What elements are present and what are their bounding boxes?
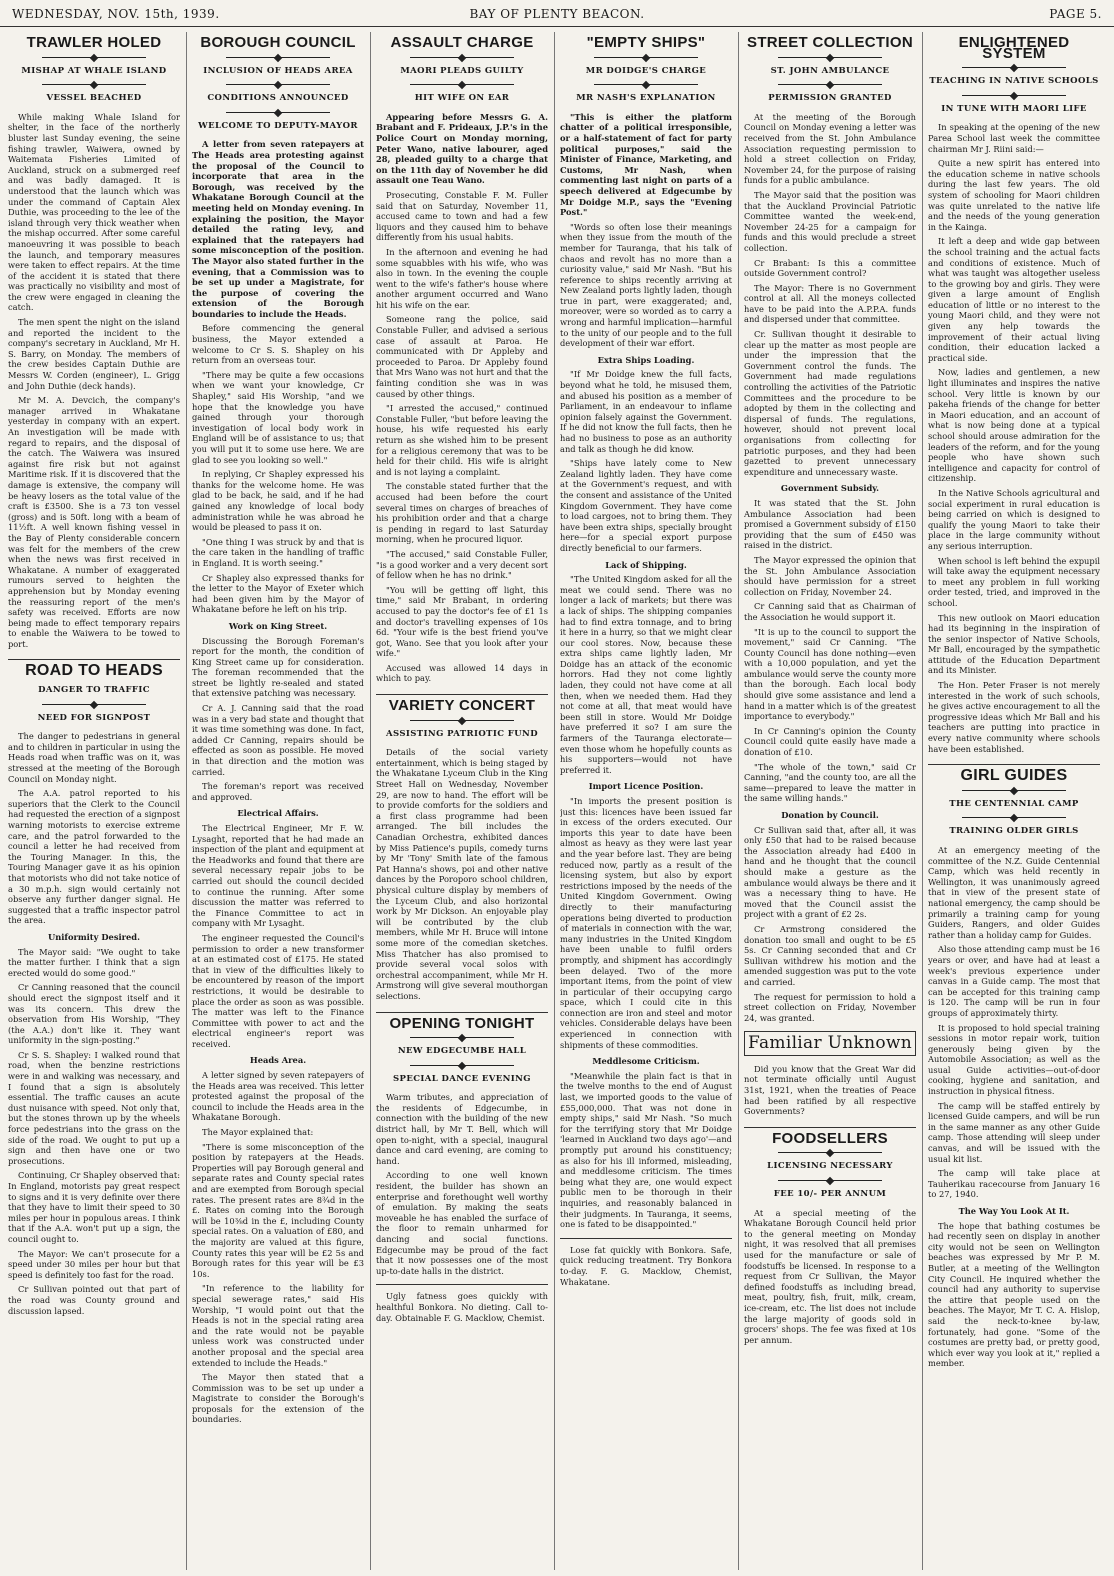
headline-trawler-holed: TRAWLER HOLED <box>26 34 162 51</box>
column-4 <box>560 32 732 1570</box>
headline-foodsellers: FOODSELLERS <box>772 1129 888 1147</box>
headline-street-collection: STREET COLLECTION <box>747 34 913 51</box>
paragraph: In the Native Schools agricultural and social experiment in rural education is being carried on which is designed to qualify the young Maori to take their place in the large community without any serious interruption. <box>928 487 1100 551</box>
paragraph: Cr S. S. Shapley: I walked round that road, when the benzine restrictions were in and walking was necessary, and I found that a sign is absolutely essential. The traffic causes an acute dust nuisance with speed. Not only that, but the stones thrown up by the wheels force pedestrians into the grass on the side of the road. We ought to put up a sign and then have one or two prosecutions. <box>8 1049 180 1166</box>
headline-familiar-unknown: Familiar Unknown <box>748 1033 912 1054</box>
paragraph: The danger to pedestrians in general and to children in particular in using the Heads road when traffic was on it, was stressed at the meeting of the Borough Council on Monday night. <box>8 731 180 784</box>
paragraph: Before commencing the general business, the Mayor extended a welcome to Cr S. S. Shapley on his return from an overseas tour. <box>192 323 364 366</box>
divider <box>410 1065 513 1066</box>
divider <box>928 764 1100 765</box>
familiar-unknown-box <box>744 1031 916 1056</box>
paragraph: "In reference to the liability for special sewerage rates," said His Worship, "I would point out that the Heads is not in the special rating area and the rate would not be payable unless work was constructed under another proposal and the special area extended to include the Heads." <box>192 1283 364 1368</box>
divider <box>42 57 145 58</box>
paragraph: In the afternoon and evening he had some squabbles with his wife, who was also in town. In the evening the couple went to the wife's father's house where another argument occurred and Wano hit his wife on the ear. <box>376 246 548 310</box>
subhead: NEW EDGECUMBE HALL <box>397 1046 527 1057</box>
paragraph: Continuing, Cr Shapley observed that: In England, motorists pay great respect to signs and it is very definite over there that they have to limit their speed to 30 miles per hour in populous areas. I think that if the A.A. won't put up a sign, the council ought to. <box>8 1170 180 1244</box>
divider <box>962 95 1065 96</box>
section-heading: Work on King Street. <box>228 620 328 631</box>
headline-variety-concert: VARIETY CONCERT <box>388 697 536 715</box>
divider <box>410 84 513 85</box>
headline-road-to-heads: ROAD TO HEADS <box>25 662 163 680</box>
section-heading: The Way You Look At It. <box>958 1206 1070 1216</box>
paragraph: Cr Sullivan pointed out that part of the road was County ground and discussion lapsed. <box>8 1284 180 1316</box>
paragraph: "It is up to the council to support the movement," said Cr Canning. "The County Council has done nothing—even with a 10,000 population, and yet the ambulance would serve the county more than the borough. Each local body should give some assistance and lend a hand in a matter which is of the greatest importance to everybody." <box>744 626 916 722</box>
paragraph: When school is left behind the expupil will take away the equipment necessary to meet any problem in full working order tested, tried, and improved in the school. <box>928 555 1100 608</box>
subhead: WELCOME TO DEPUTY-MAYOR <box>198 120 358 131</box>
paragraph: The Mayor expressed the opinion that the St. John Ambulance Association should have permission for a street collection on Friday, November 24. <box>744 554 916 597</box>
paragraph: Warm tributes, and appreciation of the residents of Edgecumbe, in connection with the building of the new district hall, by Mr T. Bell, which will open to-night, with a special, inaugural dance and card evening, are coming to hand. <box>376 1092 548 1166</box>
divider <box>594 57 697 58</box>
paragraph: "One thing I was struck by and that is the care taken in the handling of traffic in England. It is worth seeing." <box>192 536 364 568</box>
paragraph: "Ships have lately come to New Zealand lightly laden. They have come at the Government's request, and with the consent and assistance of the United Kingdom Government. They have come to load cargoes, not to bring them. They have been extra ships, specially brought here—for a special export purpose directly beneficial to our farmers. <box>560 458 732 553</box>
divider <box>376 694 548 695</box>
column-rule <box>186 32 187 1570</box>
column-1 <box>8 32 180 1570</box>
subhead: MISHAP AT WHALE ISLAND <box>21 65 167 76</box>
divider <box>226 112 329 113</box>
paragraph: The Mayor said that the position was that the Auckland Provincial Patriotic Committee wanted the week-end, November 24-25 for a campaign for funds and this would preclude a street collection. <box>744 189 916 253</box>
divider <box>42 704 145 705</box>
paragraph: Quite a new spirit has entered into the education scheme in native schools during the last few years. The old system of schooling for Maori children was quite unrelated to the native life and the needs of the young generation in the Kainga. <box>928 158 1100 232</box>
paragraph: While making Whale Island for shelter, in the face of the northerly bluster last Sunday evening, the seine fishing trawler, Waiwera, owned by Waitemata Fisheries Limited of Auckland, struck on a submerged reef and was badly damaged. It is understood that the launch which was under the command of Captain Alex Duthie, was proceeding to the lee of the island through very thick weather when the mishap occurred. After some careful manoeuvring it was possible to beach the launch, and temporary measures were taken to effect repairs. At the time of the accident it is stated that there was practically no visibility and most of the crew were engaged in cleaning the catch. <box>8 111 180 313</box>
paragraph: The Mayor said: "We ought to take the matter further. I think that a sign erected would do some good." <box>8 946 180 978</box>
subhead: HIT WIFE ON EAR <box>414 93 510 104</box>
page-number: PAGE 5. <box>1049 7 1102 21</box>
paragraph: "If Mr Doidge knew the full facts, beyond what he told, he misused them, and abused his position as a member of Parliament, in an endeavour to inflame opinion falsely against the Government. If he did not know the full facts, then he had no business to pose as an authority and talk as though he did know. <box>560 369 732 454</box>
paragraph: Cr. Sullivan thought it desirable to clear up the matter as most people are under the impression that the Government control the funds. The Government had made regulations controlling the activities of the Patriotic Committees and the procedure to be adopted by them in the collecting and dispersal of funds. The regulations, however, should not prevent local organisations from collecting for patriotic purposes, and they had been gazetted to prevent unnecessary expenditure and unnecessary waste. <box>744 329 916 477</box>
paragraph: Prosecuting, Constable F. M. Fuller said that on Saturday, November 11, accused came to town and had a few liquors and they caused him to behave differently from his usual habits. <box>376 189 548 243</box>
paragraph: The Hon. Peter Fraser is not merely interested in the work of such schools, he gives active encouragement to all the progressive ideas which Mr Ball and his teachers are putting into practice in every native community where schools have been established. <box>928 680 1100 754</box>
paragraph: Discussing the Borough Foreman's report for the month, the condition of King Street came up for consideration. The foreman recommended that the street be lightly re-sealed and stated that extensive patching was necessary. <box>192 635 364 699</box>
subhead: MR DOIDGE'S CHARGE <box>585 65 707 76</box>
column-2 <box>192 32 364 1570</box>
subhead: PERMISSION GRANTED <box>768 93 892 104</box>
divider <box>594 84 697 85</box>
paragraph: The foreman's report was received and approved. <box>192 781 364 802</box>
paragraph: Details of the social variety entertainment, which is being staged by the Whakatane Lyceum Club in the King Street Hall on Wednesday, November 29, are now to hand. The effort will be to provide comforts for the soldiers and a first class programme had been arranged. The bill includes the Canadian Orchestra, exhibited dances by Miss Patience's pupils, comedy turns by Mr 'Tony' Smith late of the famous Pat Hanna's shows, poi and other native dances by the Poroporo school children, physical culture display by members of the Lyceum Club, and also horizontal work by Mr Dickson. An enjoyable play will be contributed by the club members, while Mr H. Bruce will intone some more of the comedian sketches. Miss Thatcher has also promised to provide several vocal solos with orchestral accompaniment, while Mr H. Armstrong will give several mouthorgan selections. <box>376 747 548 1001</box>
divider <box>778 1180 881 1181</box>
paragraph: Cr Brabant: Is this a committee outside Government control? <box>744 257 916 279</box>
divider <box>376 1012 548 1013</box>
subhead: INCLUSION OF HEADS AREA <box>203 65 353 76</box>
paragraph: The Electrical Engineer, Mr F. W. Lysaght, reported that he had made an inspection of the plant and equipment at the Headworks and found that there are several necessary repair jobs to be carried out should the council decided to continue the running. After some discussion the matter was referred to the Finance Committee to act in company with Mr Lysaght. <box>192 823 364 929</box>
subhead: VESSEL BEACHED <box>46 93 142 104</box>
issue-date: WEDNESDAY, NOV. 15th, 1939. <box>12 7 220 21</box>
divider <box>226 57 329 58</box>
section-heading: Electrical Affairs. <box>237 808 319 819</box>
paragraph: The request for permission to hold a street collection on Friday, November 24, was granted. <box>744 991 916 1023</box>
divider <box>410 720 513 721</box>
paragraph: The Mayor then stated that a Commission was to be set up under a Magistrate to consider the Borough's proposals for the extension of the boundaries. <box>192 1372 364 1425</box>
paragraph: The A.A. patrol reported to his superiors that the Clerk to the Council had requested the erection of a signpost warning motorists to exercise extreme care, and the patrol forwarded to the council a letter he had received from the Touring Manager. In this, the Touring Manager gave it as his opinion that motorists who did not take notice of a 30 m.p.h. sign would certainly not observe any further danger signal. He suggested that a traffic inspector patrol the area. <box>8 788 180 926</box>
subhead: MR NASH'S EXPLANATION <box>576 93 716 104</box>
divider <box>962 790 1065 791</box>
subhead: CONDITIONS ANNOUNCED <box>207 93 349 104</box>
subhead: FEE 10/- PER ANNUM <box>773 1189 887 1200</box>
column-rule <box>922 32 923 1570</box>
column-3 <box>376 32 548 1570</box>
subhead: ST. JOHN AMBULANCE <box>770 65 890 76</box>
subhead: NEED FOR SIGNPOST <box>37 712 151 723</box>
paragraph: "The whole of the town," said Cr Canning, "and the county too, are all the same—prepared to leave the matter in the same willing hands." <box>744 761 916 804</box>
paragraph: The camp will be staffed entirely by licensed Guide campers, and will be run in the same manner as any other Guide camp. Those attending will sleep under canvas, and will be issued with the usual kit list. <box>928 1100 1100 1164</box>
column-rule <box>738 32 739 1570</box>
paragraph: Someone rang the police, said Constable Fuller, and advised a serious case of assault at Paroa. He communicated with Dr Appleby and proceeded to Paroa. Dr Appleby found that Mrs Wano was not hurt and that the fainting condition she was in was caused by other things. <box>376 314 548 399</box>
subhead: THE CENTENNIAL CAMP <box>949 798 1079 809</box>
paragraph: The constable stated further that the accused had been before the court several times on charges of breaches of his prohibition order and that a charge is pending in regard to last Saturday morning, when he procured liquor. <box>376 481 548 545</box>
section-heading: Donation by Council. <box>781 810 879 820</box>
headline-assault-charge: ASSAULT CHARGE <box>390 34 534 51</box>
section-heading: Meddlesome Criticism. <box>592 1056 700 1067</box>
paragraph: Cr Armstrong considered the donation too small and ought to be £5 5s. Cr Canning seconded that and Cr Sullivan withdrew his motion and the amended suggestion was put to the vote and carried. <box>744 923 916 987</box>
column-rule <box>554 32 555 1570</box>
section-heading: Uniformity Desired. <box>47 931 140 942</box>
paragraph: "The accused," said Constable Fuller, "is a good worker and a very decent sort of fellow when he has no drink." <box>376 548 548 581</box>
paragraph: The hope that bathing costumes be had recently seen on display in another city would not be seen on Wellington beaches was expressed by Mr P. M. Butler, at a meeting of the Wellington City Council. He inquired whether the council had any authority to supervise the attire that people used on the beaches. The Mayor, Mr T. C. A. Hislop, said the neck-to-knee by-law, fortunately, had gone. "Some of the costumes are pretty bad, or pretty good, which ever way you look at it," replied a member. <box>928 1220 1100 1369</box>
column-6 <box>928 32 1100 1570</box>
paragraph: Cr Sullivan said that, after all, it was only £50 that had to be raised because the Association already had £400 in hand and he thought that the council should make a gesture as the ambulance would always be there and it was a necessary thing to have. He moved that the Council assist the project with a grant of £2 2s. <box>744 824 916 920</box>
section-heading: Heads Area. <box>249 1055 307 1066</box>
section-heading: Lack of Shipping. <box>605 559 687 570</box>
headline-empty-ships: "EMPTY SHIPS" <box>586 34 706 51</box>
subhead: TRAINING OLDER GIRLS <box>949 826 1079 837</box>
headline-opening-tonight: OPENING TONIGHT <box>389 1014 535 1032</box>
headline-enlightened-system: ENLIGHTENED SYSTEM <box>958 34 1070 62</box>
section-heading: Government Subsidy. <box>780 483 880 494</box>
paragraph: At a special meeting of the Whakatane Borough Council held prior to the general meeting on Monday night, it was resolved that all premises used for the manufacture or sale of foodstuffs be licensed. In response to a request from Cr Sullivan, the Mayor defined foodstuffs as including bread, meat, poultry, fish, fruit, milk, cream, ice-cream, etc. The list does not include the large majority of goods sold in grocers' shops. The fee was fixed at 10s per annum. <box>744 1207 916 1345</box>
paragraph: "There may be quite a few occasions when we want your knowledge, Cr Shapley," said His Worship, "and we hope that the knowledge you have gained through your thorough investigation of local body work in England will be of assistance to us; that you will put it to some use here. We are glad to see you looking so well." <box>192 369 364 465</box>
paragraph: Now, ladies and gentlemen, a new light illuminates and inspires the native school. Very little is known by our pakeha friends of the change for better in Maori education, and an account of what is now being done at a typical school should arouse admiration for the leaders of the reform, and for the young people who have shown such intelligence and capacity for control of citizenship. <box>928 367 1100 484</box>
paragraph: At an emergency meeting of the committee of the N.Z. Guide Centennial Camp, which was held recently in Wellington, it was unanimously agreed that in view of the present state of national emergency, the camp should be primarily a training camp for young Guiders, Rangers, and older Guides rather than a holiday camp for Guides. <box>928 845 1100 940</box>
subhead: MAORI PLEADS GUILTY <box>400 65 524 76</box>
paragraph: A letter signed by seven ratepayers of the Heads area was received. This letter protested against the proposal of the council to include the Heads area in the Whakatane Borough. <box>192 1070 364 1123</box>
paragraph: Cr Canning said that as Chairman of the Association he would support it. <box>744 601 916 622</box>
paragraph: It is proposed to hold special training sessions in motor repair work, tuition generously being given by the Automobile Association; as well as the usual Guide activities—out-of-door cooking, hygiene and sanitation, and instruction in physical fitness. <box>928 1022 1100 1097</box>
lead-paragraph: "This is either the platform chatter of a political irresponsible, or a half-statement of fact for party political purposes," said the Minister of Finance, Marketing, and Customs, Mr Nash, when commenting last night on parts of a speech delivered at Edgecumbe by Mr Doidge M.P., says the "Evening Post." <box>560 111 732 218</box>
subhead: IN TUNE WITH MAORI LIFE <box>941 103 1087 114</box>
divider <box>42 84 145 85</box>
subhead: TEACHING IN NATIVE SCHOOLS <box>929 76 1099 87</box>
column-5 <box>744 32 916 1570</box>
newspaper-title: BAY OF PLENTY BEACON. <box>469 7 645 21</box>
paragraph: Cr Canning reasoned that the council should erect the signpost itself and it was its concern. This drew the observation from His Worship, "They (the A.A.) don't like it. They want uniformity in the sign-posting." <box>8 982 180 1046</box>
subhead: ASSISTING PATRIOTIC FUND <box>386 728 538 739</box>
paragraph: This new outlook on Maori education had its beginning in the inspiration of the senior inspector of Native Schools, Mr Ball, encouraged by the sympathetic attitude of the Education Department and its Minister. <box>928 612 1100 676</box>
paragraph: In Cr Canning's opinion the County Council could quite easily have made a donation of £10. <box>744 725 916 758</box>
lead-paragraph: A letter from seven ratepayers at The Heads area protesting against the proposal of the Council to incorporate that area in the Borough, was received by the Whakatane Borough Council at the meeting held on Monday evening. In explaining the position, the Mayor detailed the rating levy, and explained that the ratepayers had some misconception of the position. The Mayor also stated further in the evening, that a Commission was to be set up under a Magistrate, for the purpose of covering the extension of the Borough boundaries to include the Heads. <box>192 139 364 319</box>
divider <box>778 1152 881 1153</box>
paragraph: The men spent the night on the island and reported the incident to the company's secretary in Auckland, Mr H. S. Barry, on Monday. The members of the crew besides Captain Duthie are Messrs W. Corden (engineer), L. Grigg and John Duthie (deck hands). <box>8 317 180 391</box>
paragraph: At the meeting of the Borough Council on Monday evening a letter was received from the St. John Ambulance Association requesting permission to hold a street collection on Friday, November 24, for the purpose of raising funds for a public ambulance. <box>744 111 916 186</box>
paragraph: "Words so often lose their meanings when they issue from the mouth of the member for Tauranga, that his talk of chaos and revolt has no more than a curiosity value," said Mr Nash. "But his reference to ships recently arriving at New Zealand ports lightly laden, though true in part, were exaggerated; and, moreover, were so worded as to carry a wrong and harmful implication—harmful to the unity of our people and to the full development of their war effort. <box>560 221 732 349</box>
paragraph: "I arrested the accused," continued Constable Fuller, "but before leaving the house, his wife requested his early return as she wished him to be present for a religious ceremony that was to be held for their child. His wife is alright and is not laying a complaint. <box>376 403 548 477</box>
paragraph: Also those attending camp must be 16 years or over, and have had at least a week's previous experience under canvas in a Guide camp. The most that can be accepted for this training camp is 120. The camp will be run in four groups of approximately thirty. <box>928 944 1100 1018</box>
divider <box>962 67 1065 68</box>
advertisement: Lose fat quickly with Bonkora. Safe, quick reducing treatment. Try Bonkora to-day. F. G. Macklow, Chemist, Whakatane. <box>560 1238 732 1287</box>
divider <box>744 1127 916 1128</box>
paragraph: "Meanwhile the plain fact is that in the twelve months to the end of August last, we imported goods to the value of £55,000,000. That was not done in empty ships," said Mr Nash. "So much for the terrifying story that Mr Doidge 'learned in Auckland two days ago'—and promptly put around his constituency; as also for his ill informed, misleading, and meddlesome criticism. The times being what they are, one would expect public men to be thorough in their inquiries, and reasonably balanced in their judgments. In Tauranga, it seems, one is fated to be disappointed." <box>560 1070 732 1230</box>
lead-paragraph: Appearing before Messrs G. A. Brabant and F. Prideaux, J.P.'s in the Police Court on Monday morning, Peter Wano, native labourer, aged 28, pleaded guilty to a charge that on the 11th day of November he did assault one Teau Wano. <box>376 111 548 186</box>
paragraph: The Mayor explained that: <box>202 1127 314 1138</box>
divider <box>962 817 1065 818</box>
paragraph: "The United Kingdom asked for all the meat we could send. There was no longer a lack of markets; but there was a lack of ships. The shipping companies had to find extra tonnage, and to bring it here in a hurry, so that we might clear our cool stores. Now, because these extra ships came lightly laden, Mr Doidge has an attack of the economic horrors. Had they not come lightly laden, they could not have come at all then, when we needed them. Had they not come at all, that meat would have been still in store. Would Mr Doidge have preferred it so? I am sure the farmers of the Tauranga electorate—even those whom he hopefully counts as his supporters—would not have preferred it. <box>560 574 732 775</box>
divider <box>410 57 513 58</box>
paragraph: In replying, Cr Shapley expressed his thanks for the welcome home. He was glad to be back, he said, and if he had gained any knowledge of local body administration while he was abroad he would be pleased to pass it on. <box>192 469 364 533</box>
paragraph: "In imports the present position is just this: licences have been issued far in excess of the orders executed. Our imports this year to date have been almost as heavy as they were last year and the year before last. They are being reduced now, partly as a result of the licensing system, but also by export restrictions imposed by the needs of the United Kingdom Government. Owing directly to their manufacturing operations being diverted to production of materials in connection with the war, many industries in the United Kingdom have been unable to fulfil orders promptly, and shipment has accordingly been delayed. Two of the more important items, from the point of view in particular of their occupying cargo space, which I could cite in this connection are iron and steel and motor vehicles. Considerable delays have been experienced in connection with shipments of these commodities. <box>560 796 732 1050</box>
divider <box>410 1037 513 1038</box>
advertisement: Ugly fatness goes quickly with healthful Bonkora. No dieting. Call to-day. Obtainable F. G. Macklow, Chemist. <box>376 1284 548 1323</box>
paragraph: According to one well known resident, the builder has shown an enterprise and forethought well worthy of emulation. By making the seats moveable he has enabled the surface of the floor to remain unharmed for dancing and social functions. Edgecumbe may be proud of the fact that it now possesses one of the most up-to-date halls in the district. <box>376 1170 548 1276</box>
section-heading: Extra Ships Loading. <box>597 354 695 365</box>
subhead: LICENSING NECESSARY <box>767 1161 893 1172</box>
masthead <box>0 0 1114 27</box>
paragraph: The Mayor: We can't prosecute for a speed under 30 miles per hour but that speed is definitely too fast for the road. <box>8 1248 180 1280</box>
paragraph: "You will be getting off light, this time," said Mr Brabant, in ordering accused to pay the doctor's fee of £1 1s and doctor's travelling expenses of 10s 6d. "Your wife is the best friend you've got, Wano. See that you look after your wife." <box>376 584 548 659</box>
subhead: SPECIAL DANCE EVENING <box>393 1073 531 1084</box>
column-rule <box>370 32 371 1570</box>
divider <box>226 84 329 85</box>
divider <box>8 659 180 660</box>
divider <box>778 84 881 85</box>
headline-borough-council: BOROUGH COUNCIL <box>200 34 356 51</box>
paragraph: Cr Shapley also expressed thanks for the letter to the Mayor of Exeter which had been given him by the Mayor of Whakatane before he left on his trip. <box>192 572 364 615</box>
paragraph: The camp will take place at Tauherikau racecourse from January 16 to 27, 1940. <box>928 1168 1100 1200</box>
paragraph: Mr M. A. Devcich, the company's manager arrived in Whakatane yesterday in company with an expert. An investigation will be made with regard to repairs, and the disposal of the catch. The Waiwera was insured against fire risk but not against Maritime risk. If it is discovered that the damage is extensive, the company will be heavy losers as the total value of the craft is £3500. She is a 73 ton vessel (gross) and is 50ft. long with a beam of 11½ft. A well known fishing vessel in the Bay of Plenty considerable concern was felt for the members of the crew when the news was first received in Whakatane. A number of exaggerated rumours served to heighten the apprehension but by Monday evening the reassuring report of the men's safety was received. Efforts are now being made to effect temporary repairs to enable the Waiwera to be towed to port. <box>8 395 180 649</box>
paragraph: Did you know that the Great War did not terminate officially until August 31st, 1921, when the treaties of Peace had been ratified by all respective Governments? <box>744 1063 916 1117</box>
paragraph: The engineer requested the Council's permission to order a new transformer at an estimated cost of £175. He stated that in view of the difficulties likely to be encountered by reason of the import restrictions, it would be desirable to place the order as soon as was possible. The matter was left to the Finance Committee with power to act and the electrical engineer's report was received. <box>192 932 364 1049</box>
paragraph: The Mayor: There is no Government control at all. All the moneys collected have to be paid into the A.P.P.A. funds and dispersed under that committee. <box>744 282 916 325</box>
headline-girl-guides: GIRL GUIDES <box>960 767 1068 785</box>
paragraph: It left a deep and wide gap between the school training and the actual facts and conditions of existence. Much of what was taught was altogether useless to the growing boy and girls. They were given a large amount of English education of little or no interest to the young Maori child, and they were not given any help towards the improvement of their actual living condition, their education lacked a practical side. <box>928 236 1100 363</box>
paragraph: Accused was allowed 14 days in which to pay. <box>376 662 548 684</box>
subhead: DANGER TO TRAFFIC <box>38 685 150 696</box>
paragraph: It was stated that the St. John Ambulance Association had been promised a Government subsidy of £150 providing that the sum of £450 was raised in the district. <box>744 497 916 551</box>
paragraph: "There is some misconception of the position by ratepayers at the Heads. Properties will pay Borough general and separate rates and County special rates and are exempted from Borough special rates. The present rates are 8¾d in the £. Rates on coming into the Borough will be 10⅜d in the £, including County special rates. On a valuation of £80, and the majority are valued at this figure, County rates this year will be £2 5s and Borough rates for this year will be £3 10s. <box>192 1141 364 1279</box>
divider <box>778 57 881 58</box>
section-heading: Import Licence Position. <box>588 781 704 792</box>
paragraph: In speaking at the opening of the new Parea School last week the committee chairman Mr J. Riini said:— <box>928 122 1100 154</box>
paragraph: Cr A. J. Canning said that the road was in a very bad state and thought that it was time something was done. In fact, added Cr Canning, repairs should be effected as soon as possible. He moved in that direction and the motion was carried. <box>192 703 364 777</box>
